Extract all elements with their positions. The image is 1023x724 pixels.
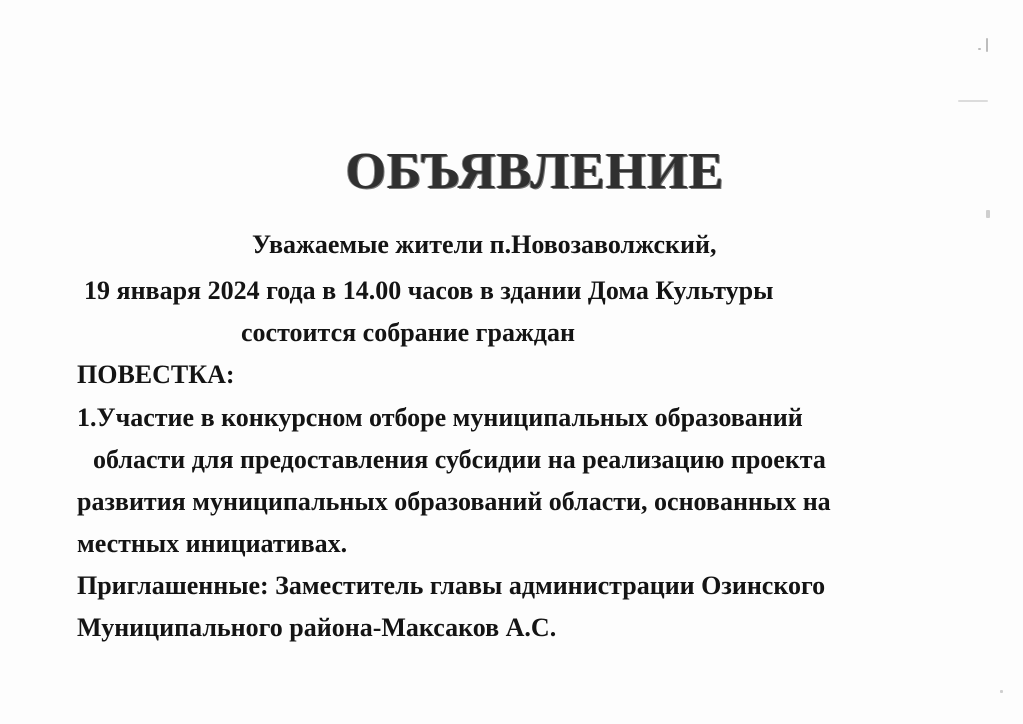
invited-line: Приглашенные: Заместитель главы администрации Озинского bbox=[77, 571, 826, 600]
greeting-line: Уважаемые жители п.Новозаволжский, bbox=[252, 230, 717, 259]
scan-speck bbox=[986, 210, 990, 218]
date-time-line: 19 января 2024 года в 14.00 часов в здании Дома Культуры bbox=[84, 276, 774, 305]
invited-line: Муниципального района-Максаков А.С. bbox=[77, 613, 557, 642]
agenda-line: развития муниципальных образований области, основанных на bbox=[77, 487, 831, 516]
agenda-heading: ПОВЕСТКА: bbox=[77, 360, 235, 389]
scan-speck bbox=[978, 48, 981, 50]
scan-speck bbox=[1000, 690, 1003, 693]
agenda-line: области для предоставления субсидии на реализацию проекта bbox=[93, 445, 826, 474]
scan-speck bbox=[986, 38, 988, 52]
agenda-line: местных инициативах. bbox=[77, 529, 348, 558]
notice-title: ОБЪЯВЛЕНИЕ bbox=[345, 143, 725, 200]
agenda-line: 1.Участие в конкурсном отборе муниципальных образований bbox=[77, 403, 803, 432]
scan-speck bbox=[958, 100, 988, 102]
assembly-line: состоится собрание граждан bbox=[241, 318, 575, 347]
